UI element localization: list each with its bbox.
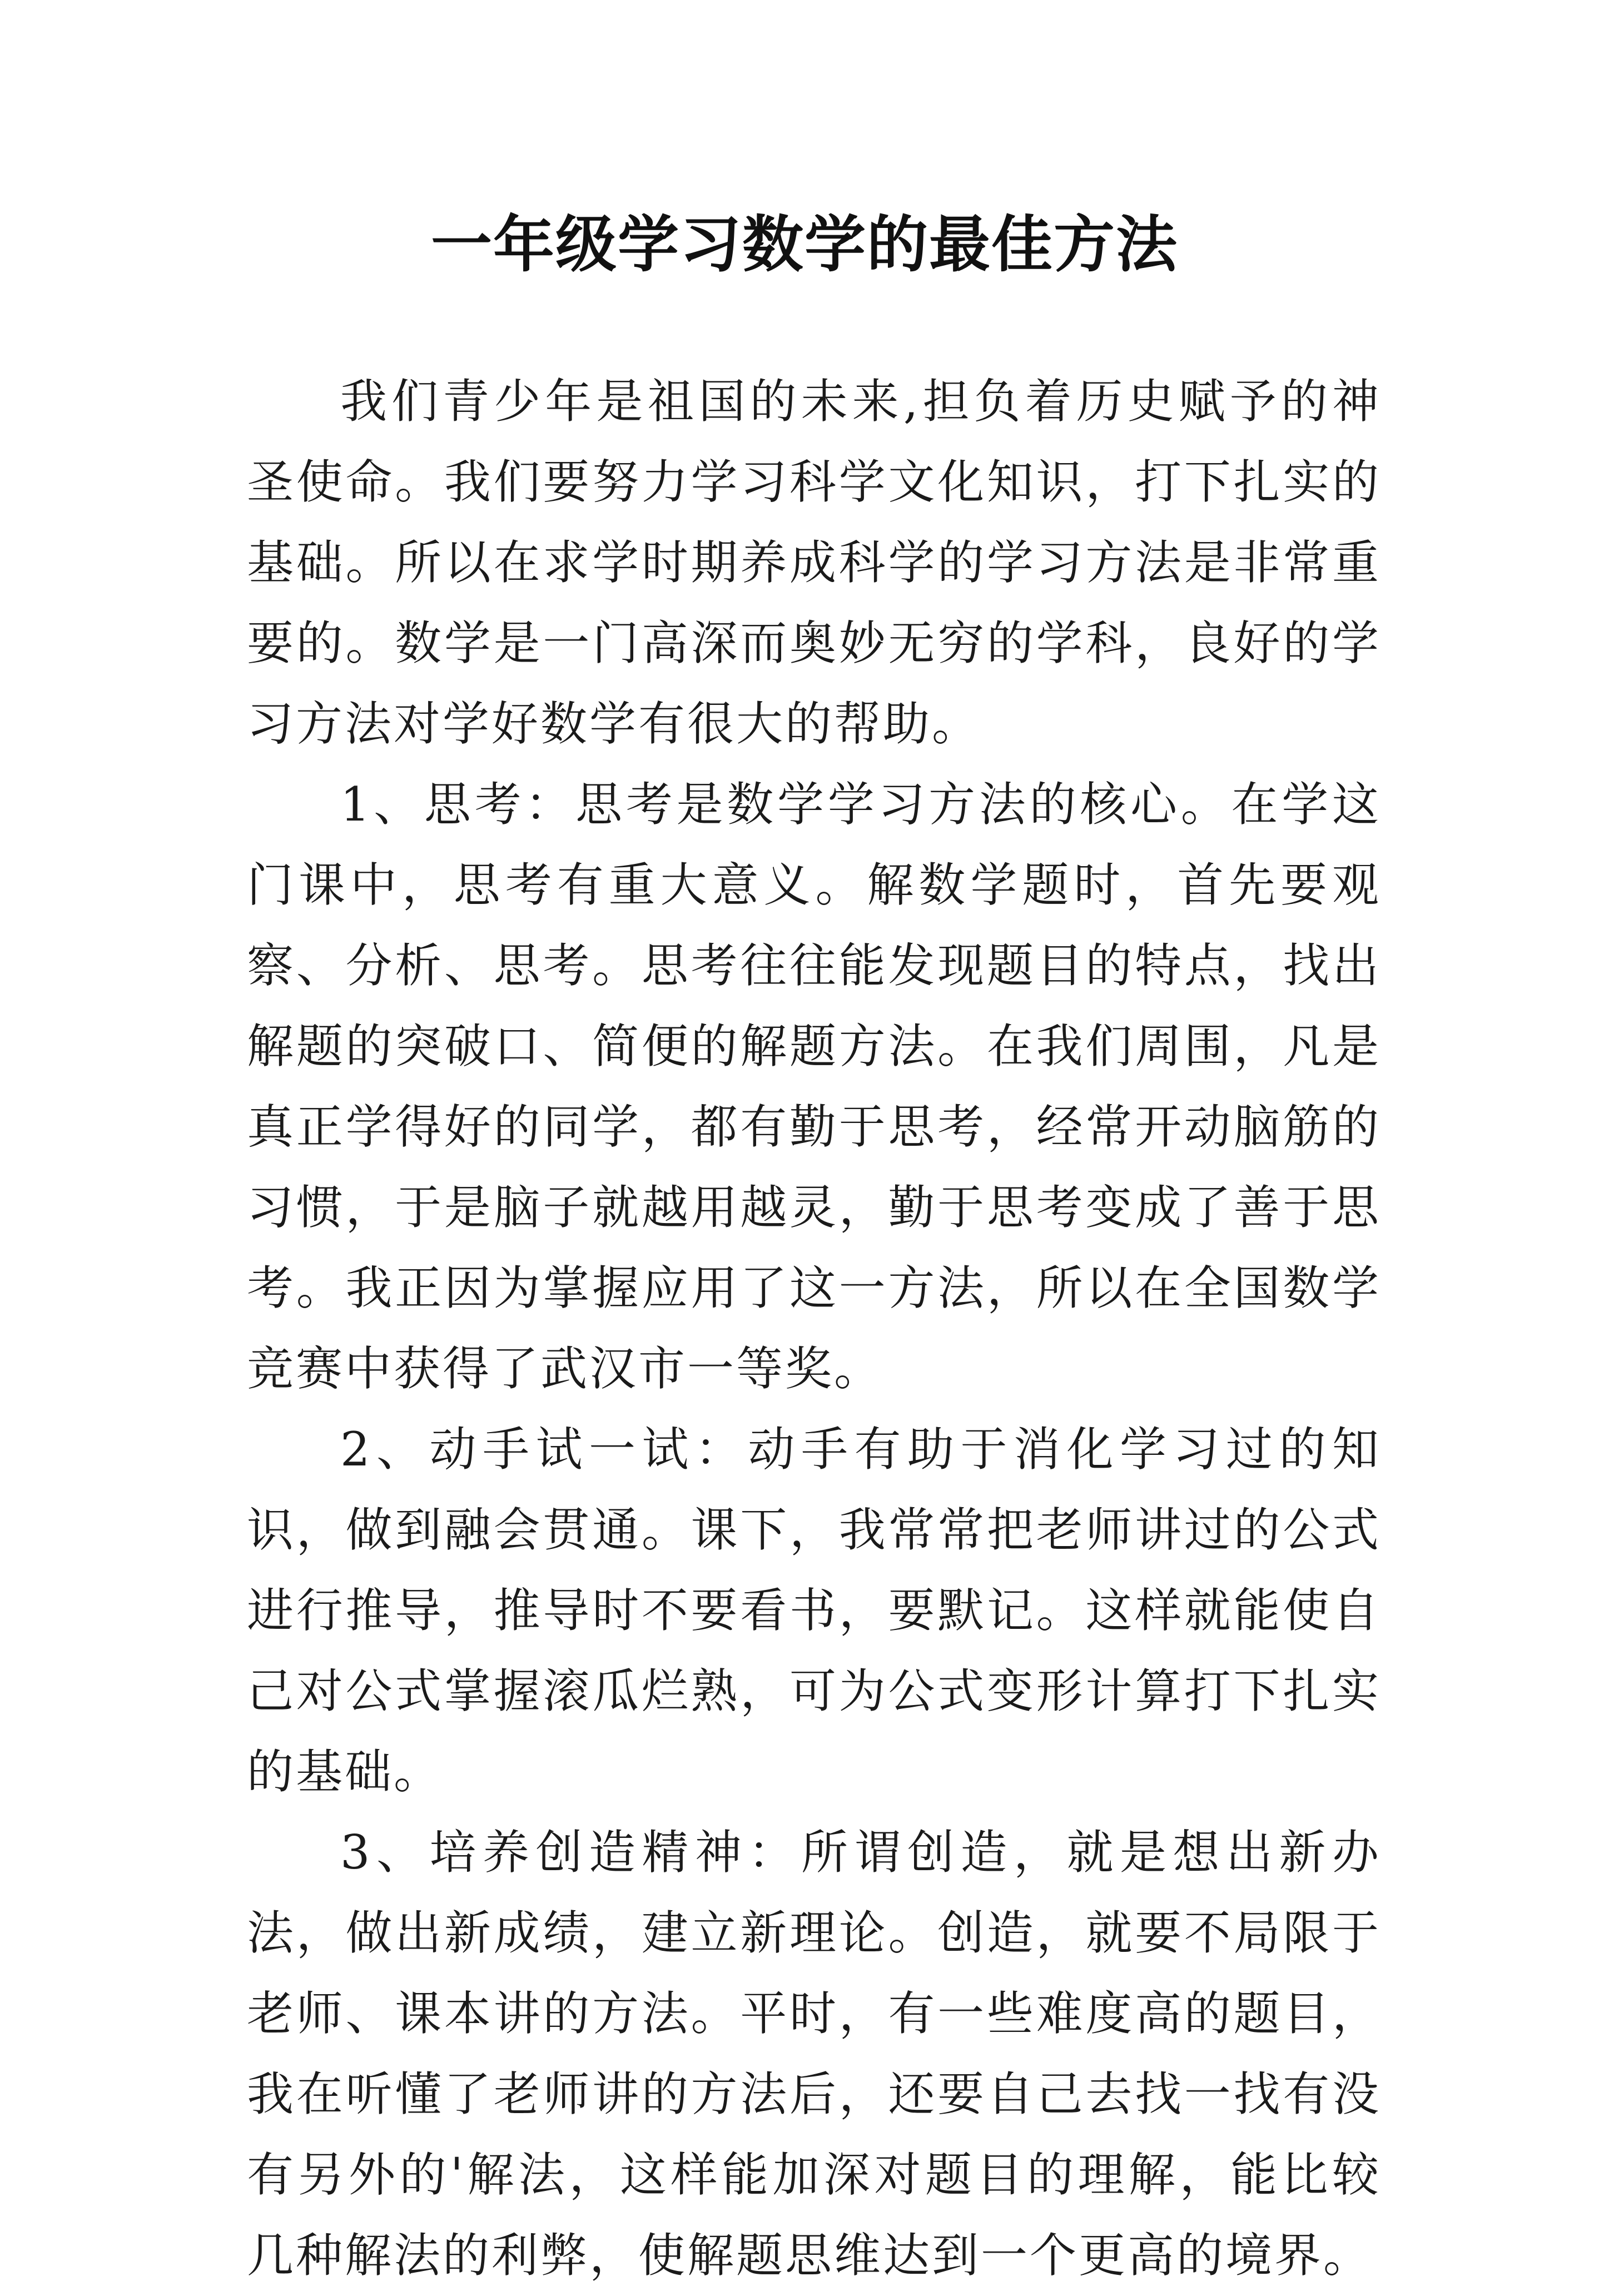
document-body [247,361,1381,2296]
paragraph-intro: 我们青少年是祖国的未来,担负着历史赋予的神圣使命。我们要努力学习科学文化知识，打下扎实的基础。所以在求学时期养成科学的学习方法是非常重要的。数学是一门高深而奥妙无穷的学科，良好的学习方法对学好数学有很大的帮助。 [247,374,1381,751]
paragraph-creativity: 3、培养创造精神：所谓创造，就是想出新办法，做出新成绩，建立新理论。创造，就要不局限于老师、课本讲的方法。平时，有一些难度高的题目，我在听懂了老师讲的方法后，还要自己去找一找有没有另外的'解法，这样能加深对题目的理解，能比较几种解法的利弊，使解题思维达到一个更高的境界。 [247,1825,1381,2283]
paragraph-hands-on: 2、动手试一试：动手有助于消化学习过的知识，做到融会贯通。课下，我常常把老师讲过的公式进行推导，推导时不要看书，要默记。这样就能使自己对公式掌握滚瓜烂熟，可为公式变形计算打下扎实的基础。 [247,1422,1381,1799]
document-title: 一年级学习数学的最佳方法 [431,208,1178,280]
paragraph-thinking: 1、思考：思考是数学学习方法的核心。在学这门课中，思考有重大意义。解数学题时，首先要观察、分析、思考。思考往往能发现题目的特点，找出解题的突破口、简便的解题方法。在我们周围，凡是真正学得好的同学，都有勤于思考，经常开动脑筋的习惯，于是脑子就越用越灵，勤于思考变成了善于思考。我正因为掌握应用了这一方法，所以在全国数学竞赛中获得了武汉市一等奖。 [247,777,1381,1396]
